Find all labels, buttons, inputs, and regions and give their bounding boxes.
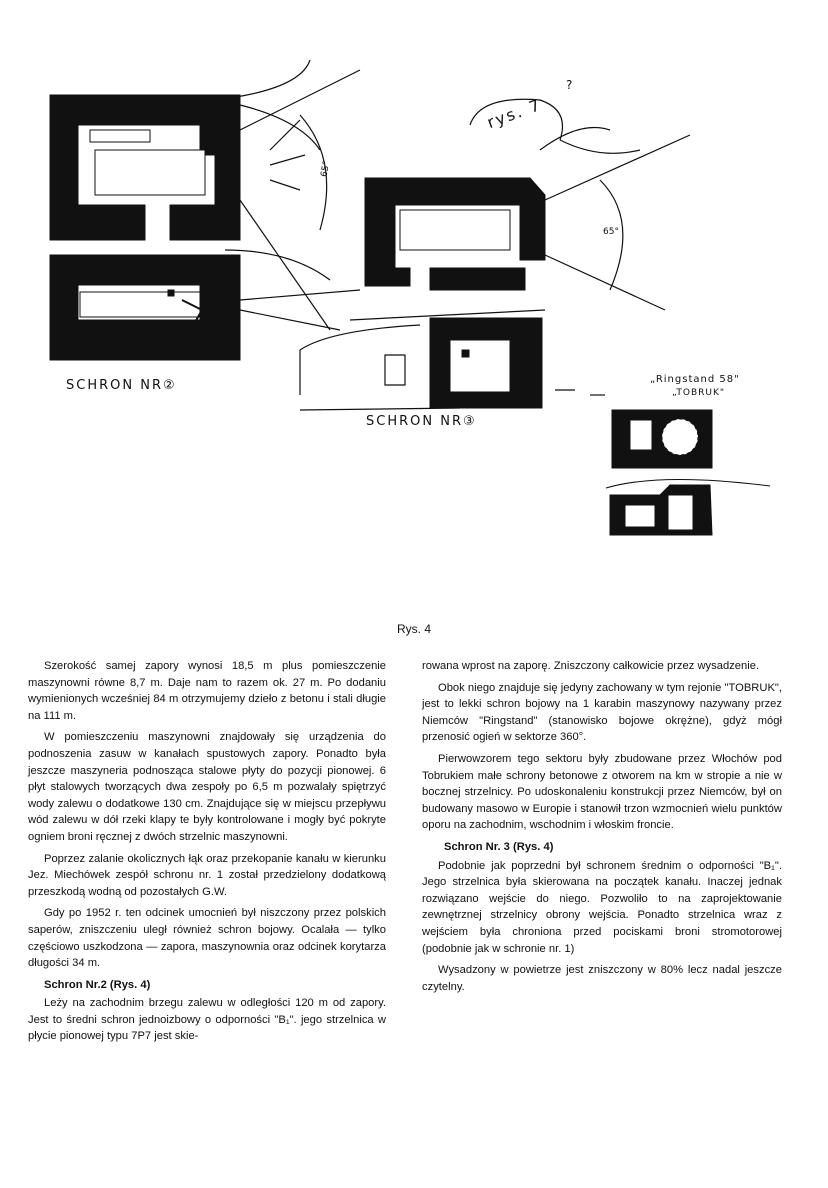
handwritten-note: rys. 7 (484, 94, 545, 133)
paragraph: Podobnie jak poprzedni był schronem średnim o odporności "B₁". Jego strzelnica była skierowana na początek kanału. Inaczej jednak rozwiązano wejście do niego. Pozwoliło to na zaprojektowanie zewnętrznej strzelnicy obrony wejścia. Ponadto strzelnica wraz z wejściem była chroniona przed pociskami broni stromotorowej (podobnie jak w schronie nr. 1) (422, 859, 782, 955)
schron-3-lines (300, 99, 690, 410)
paragraph: Gdy po 1952 r. ten odcinek umocnień był niszczony przez polskich saperów, zniszczeniu uległ również schron bojowy. Ocalała — tylko częściowo uszkodzona — zapora, maszynownia oraz odcinek korytarza długości 34 m. (28, 907, 386, 970)
angle-label-right: 65° (603, 227, 619, 237)
paragraph: Poprzez zalanie okolicznych łąk oraz przekopanie kanału w kierunku Jez. Miechówek zespół schronu nr. 1 został przedzielony dodatkową przeszkodą wodną od pozostałych G.W. (28, 852, 386, 898)
question-mark: ? (566, 78, 575, 92)
paragraph: W pomieszczeniu maszynowni znajdowały się urządzenia do podnoszenia zasuw w kanałach spustowych zapory. Ponadto była jeszcze maszyneria podnosząca stalowe płyty do pozycji pionowej. 6 płyt stalowych tworzących dwa zespoły po 6,5 m pozwalały spiętrzyć wody zalewu o dodatkowe 130 cm. Znajdujące się w miejscu przepływu wód zalewu w dół rzeki klapy te były kontrolowane i mogły być pokryte ogniem broni ręcznej z dwóch strzelnic maszynowni. (28, 731, 386, 843)
schron-3-label: SCHRON NR③ (366, 414, 477, 429)
tobruk-plan (606, 410, 770, 535)
paragraph: Leży na zachodnim brzegu zalewu w odległości 120 m od zapory. Jest to średni schron jednoizbowy o odporności "B₁". jego strzelnica w płycie pionowej typu 7P7 jest skie- (28, 997, 386, 1043)
angle-label-left: 65° (319, 160, 333, 178)
figure-caption: Rys. 4 (396, 622, 431, 636)
ringstand-label: „Ringstand 58" (650, 374, 740, 385)
paragraph: Pierwowzorem tego sektoru były zbudowane przez Włochów pod Tobrukiem małe schrony betonowe z otworem na km w stropie a nie w bocznej strzelnicy. Po udoskonaleniu konstrukcji przez Niemców, był on budowany masowo w Europie i stanowił trzon wzmocnień wielu punktów oporu na zachodnim, wschodnim i włoskim froncie. (422, 752, 782, 832)
schron-3-plan (365, 178, 545, 408)
schron-2-plan (50, 95, 240, 360)
paragraph: Szerokość samej zapory wynosi 18,5 m plus pomieszczenie maszynowni równe 8,7 m. Daje nam to razem ok. 27 m. Po dodaniu wymienionych wcześniej 84 m otrzymujemy dzieło z betonu i stali długie na 111 m. (28, 660, 386, 722)
paragraph: Obok niego znajduje się jedyny zachowany w tym rejonie "TOBRUK", jest to lekki schron bojowy na 1 karabin maszynowy nazywany przez Niemców "Ringstand" (stanowisko bojowe okrężne), gdyż mógł przenosić ogień w sektorze 360°. (422, 681, 782, 744)
paragraph: Wysadzony w powietrze jest zniszczony w 80% lecz nadal jeszcze czytelny. (422, 964, 782, 993)
schron-2-label: SCHRON NR② (66, 378, 177, 393)
tobruk-label: „TOBRUK" (672, 388, 726, 398)
left-column (28, 658, 386, 1050)
right-column (422, 658, 782, 1000)
paragraph: rowana wprost na zaporę. Zniszczony całkowicie przez wysadzenie. (422, 660, 760, 672)
section-heading: Schron Nr.2 (Rys. 4) (44, 978, 151, 991)
section-heading: Schron Nr. 3 (Rys. 4) (444, 840, 554, 853)
